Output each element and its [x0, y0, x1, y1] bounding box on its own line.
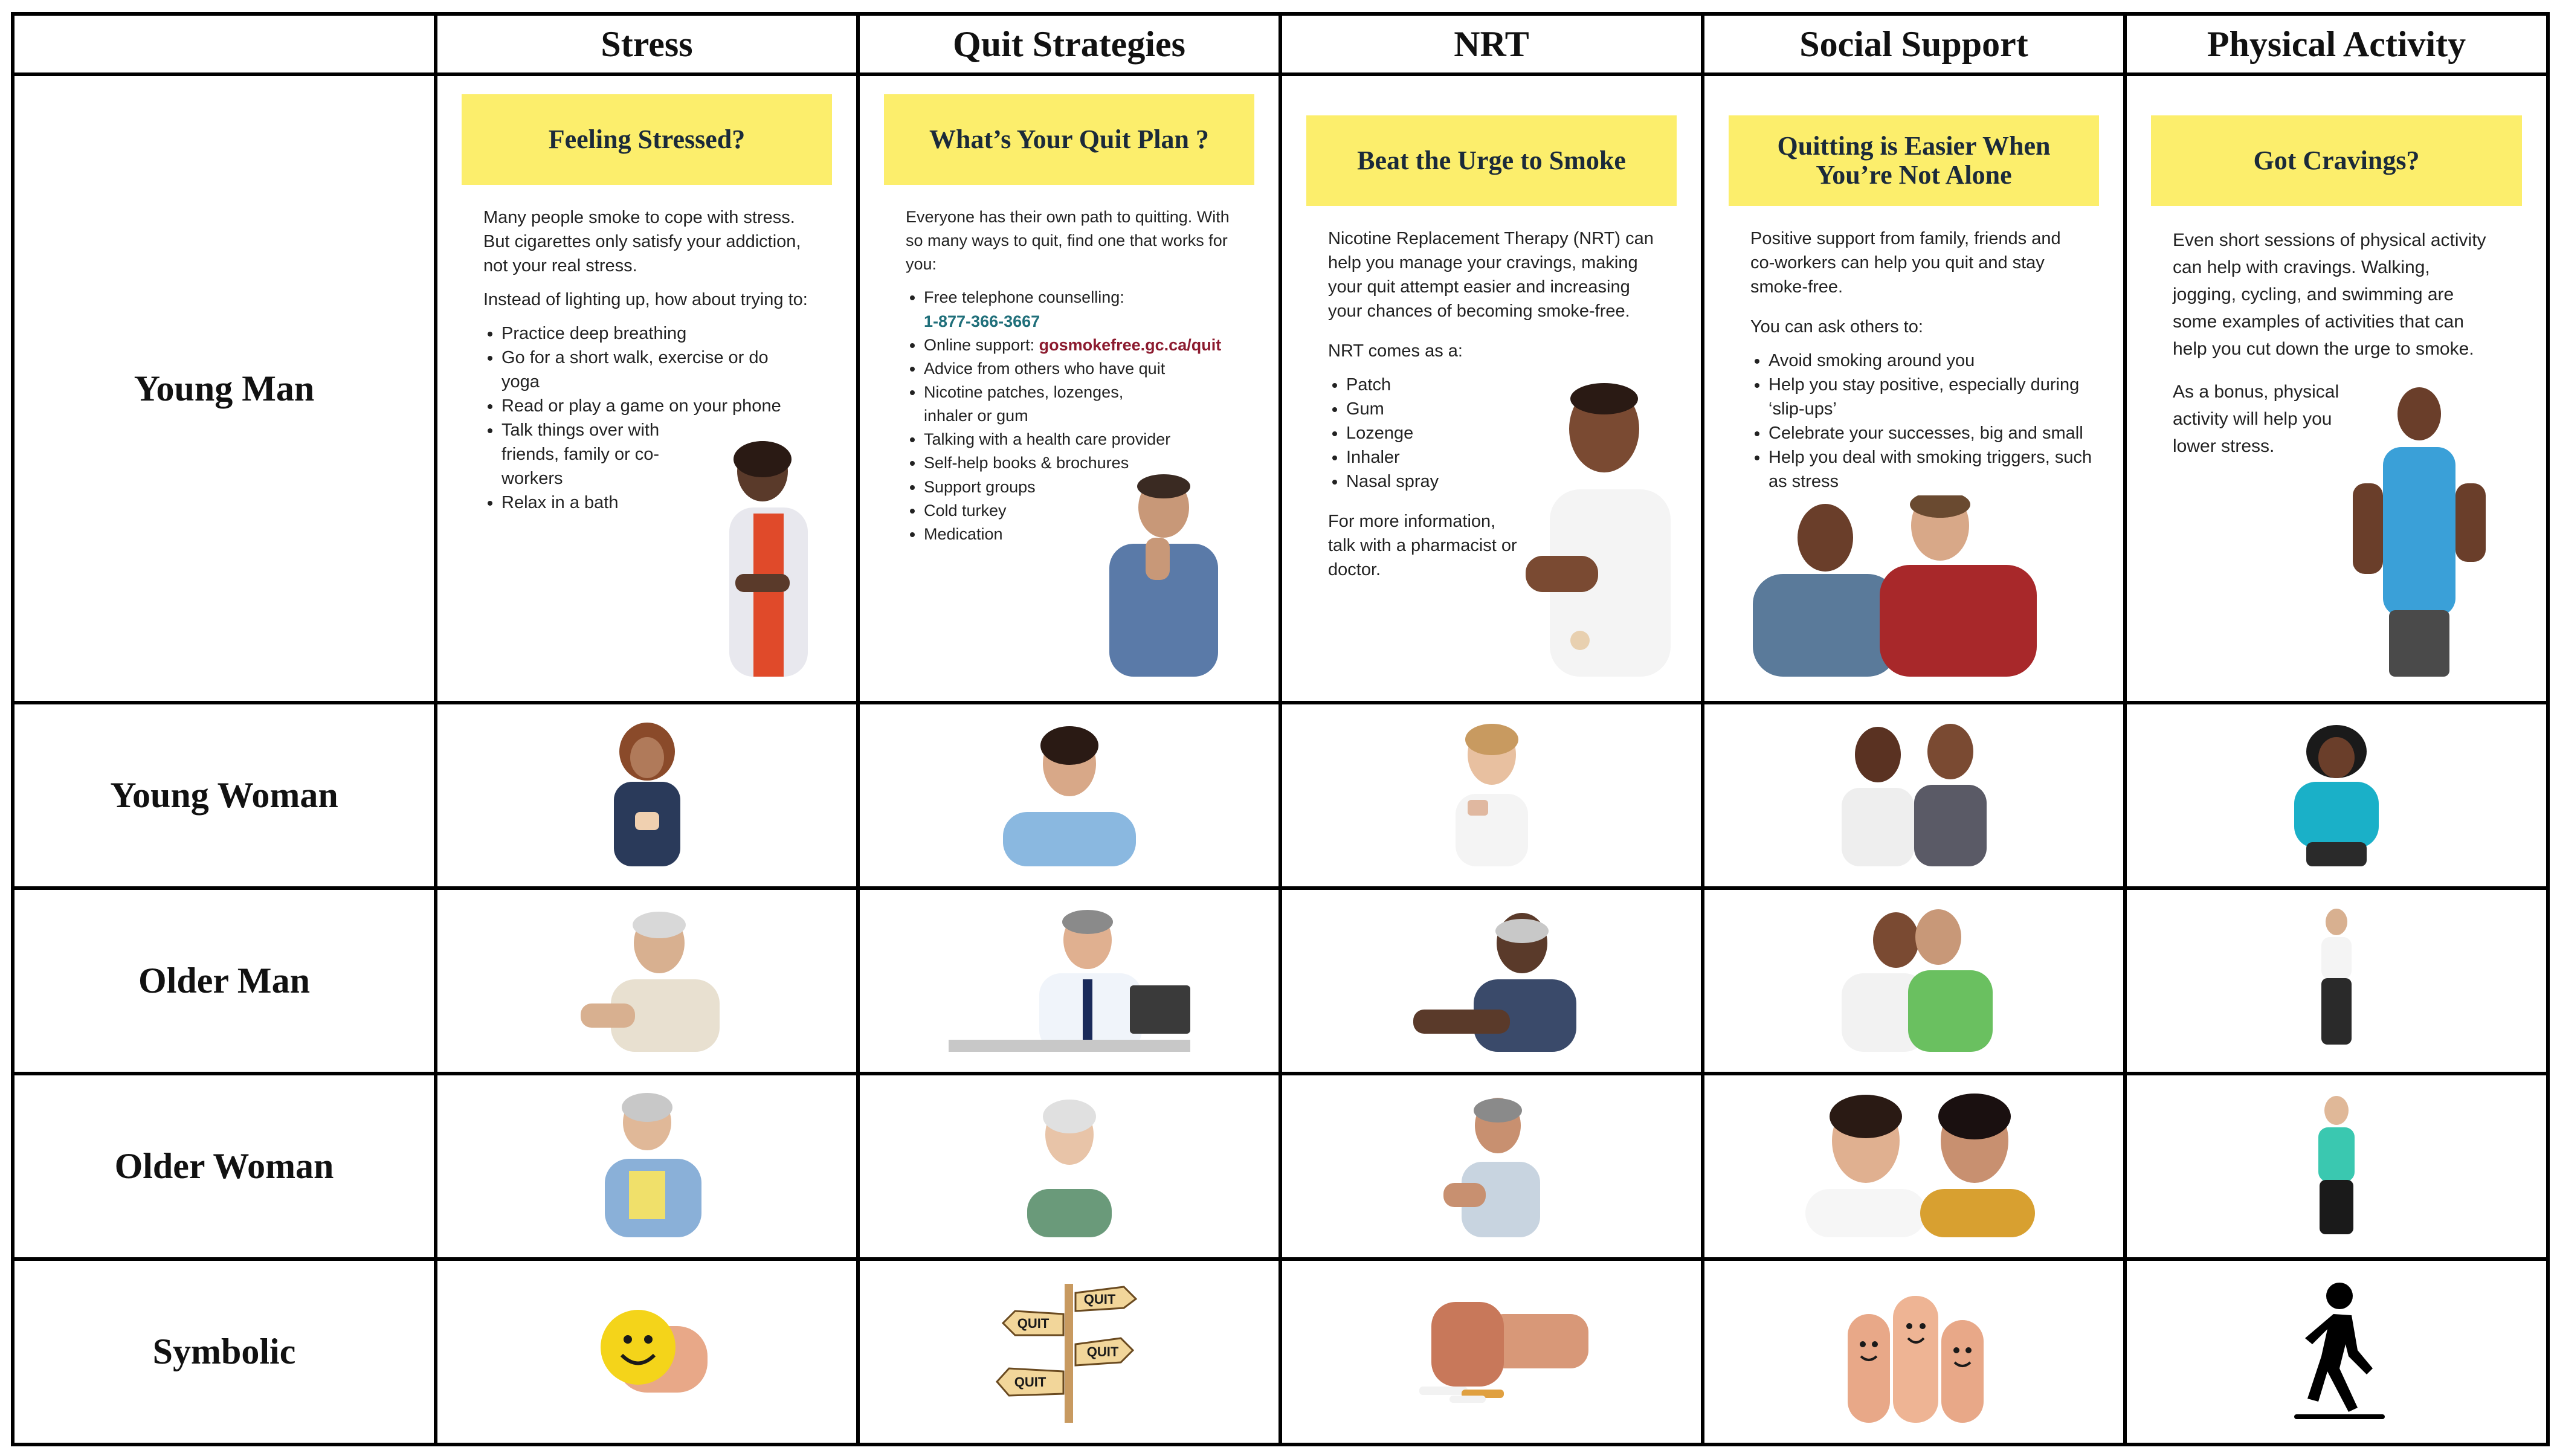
bullet-item: • Relax in a bath	[501, 491, 826, 515]
card-paragraph: Even short sessions of physical activity can help with cravings. Walking, jogging, cycling, and swimming are some examples of activities that can help you cut down the urge to smoke.	[2173, 230, 2486, 359]
photo-young-man-applying-patch	[1514, 375, 1671, 677]
card-title-activity: Got Cravings?	[2151, 115, 2522, 206]
message-card-stress	[462, 94, 832, 683]
column-header-physical-activity: Physical Activity	[2125, 14, 2548, 74]
message-grid-table	[11, 12, 2550, 1446]
photo-older-woman-thinking	[1009, 1092, 1130, 1237]
photo-older-woman-with-patch	[1431, 1092, 1552, 1237]
card-cell-stress	[436, 74, 858, 703]
row-older-man	[13, 888, 2548, 1074]
row-header-older-woman: Older Woman	[13, 1074, 436, 1259]
card-title-social: Quitting is Easier When You’re Not Alone	[1729, 115, 2099, 206]
photo-two-older-women-laughing	[1781, 1092, 2047, 1237]
column-header-social-support: Social Support	[1703, 14, 2125, 74]
photo-cell	[1280, 1074, 1703, 1259]
photo-older-man-at-desk	[949, 907, 1190, 1052]
photo-cell	[858, 1074, 1280, 1259]
bullet-item: • Celebrate your successes, big and small	[1769, 421, 2093, 445]
photo-young-man-with-phone	[663, 435, 820, 677]
card-title-quit: What’s Your Quit Plan ?	[884, 94, 1254, 185]
photo-cell	[858, 703, 1280, 888]
photo-cell	[1703, 888, 2125, 1074]
photo-cell	[1703, 1259, 2125, 1445]
card-title-stress: Feeling Stressed?	[462, 94, 832, 185]
message-card-activity	[2151, 94, 2522, 683]
bullet-item: • Nicotine patches, lozenges, inhaler or gum	[924, 381, 1166, 428]
photo-young-woman-thinking	[985, 721, 1154, 866]
photo-two-young-men-friends	[1729, 495, 2067, 677]
column-header-quit-strategies: Quit Strategies	[858, 14, 1280, 74]
photo-fist-crushing-cigarettes	[1395, 1290, 1588, 1411]
card-paragraph: Instead of lighting up, how about trying to:	[483, 290, 808, 310]
bullet-item: • Go for a short walk, exercise or do yoga	[501, 346, 804, 394]
photo-young-woman-jogging	[2270, 721, 2403, 866]
phone-number: 1-877-366-3667	[924, 312, 1040, 330]
bullet-item: • Patch	[1346, 373, 1671, 397]
photo-older-woman-jogging	[2294, 1092, 2379, 1237]
photo-older-man-with-patch	[1401, 907, 1582, 1052]
photo-older-man-with-phone	[569, 907, 726, 1052]
website-url: gosmokefree.gc.ca/quit	[1039, 335, 1222, 354]
photo-two-older-men-hugging	[1817, 907, 2011, 1052]
photo-young-woman-with-phone	[587, 721, 708, 866]
card-title-nrt: Beat the Urge to Smoke	[1306, 115, 1677, 206]
bullet-item: • Self-help books & brochures	[924, 451, 1248, 475]
bullet-item	[924, 286, 1248, 333]
corner-cell	[13, 14, 436, 74]
header-row	[13, 14, 2548, 74]
sign-text: QUIT	[1014, 1374, 1046, 1390]
photo-cell	[436, 1074, 858, 1259]
column-header-nrt: NRT	[1280, 14, 1703, 74]
photo-smiley-stress-ball	[581, 1290, 714, 1411]
row-header-symbolic: Symbolic	[13, 1259, 436, 1445]
row-young-man	[13, 74, 2548, 703]
sign-text: QUIT	[1017, 1316, 1049, 1331]
card-paragraph: For more information, talk with a pharmacist or doctor.	[1328, 512, 1517, 580]
photo-cell	[2125, 703, 2548, 888]
photo-young-man-thinking	[1085, 471, 1230, 677]
card-paragraph: NRT comes as a:	[1328, 341, 1463, 361]
card-body-social	[1729, 227, 2099, 494]
card-cell-quit-strategies	[858, 74, 1280, 703]
sign-text: QUIT	[1083, 1292, 1115, 1307]
card-paragraph: As a bonus, physical activity will help you lower stress.	[2173, 382, 2339, 456]
message-card-social	[1729, 94, 2099, 683]
bullet-item: • Nasal spray	[1346, 469, 1671, 494]
photo-cell	[2125, 1074, 2548, 1259]
photo-smiling-fingers	[1823, 1278, 2005, 1423]
photo-cell	[1280, 1259, 1703, 1445]
photo-cell	[1703, 1074, 2125, 1259]
card-paragraph: You can ask others to:	[1750, 317, 1923, 337]
photo-older-man-walking	[2300, 907, 2373, 1052]
bullet-text: Online support:	[924, 335, 1039, 354]
row-header-young-woman: Young Woman	[13, 703, 436, 888]
card-cell-social-support	[1703, 74, 2125, 703]
bullet-item: • Talking with a health care provider	[924, 428, 1248, 451]
card-paragraph: Nicotine Replacement Therapy (NRT) can help you manage your cravings, making your quit attempt easier and increasing your chances of becoming smoke-free.	[1328, 229, 1654, 321]
photo-cell	[436, 888, 858, 1074]
message-card-nrt	[1306, 94, 1677, 683]
photo-quit-signpost	[991, 1278, 1148, 1423]
row-header-young-man: Young Man	[13, 74, 436, 703]
message-card-quit	[884, 94, 1254, 683]
bullet-item: • Medication	[924, 523, 1248, 546]
bullet-text: Free telephone counselling:	[924, 288, 1124, 307]
photo-cell	[2125, 1259, 2548, 1445]
bullet-list	[1750, 349, 2093, 494]
bullet-item: • Help you deal with smoking triggers, such as stress	[1769, 445, 2093, 494]
column-header-stress: Stress	[436, 14, 858, 74]
row-header-older-man: Older Man	[13, 888, 436, 1074]
row-young-woman	[13, 703, 2548, 888]
bullet-item: • Inhaler	[1346, 445, 1671, 469]
bullet-item: • Avoid smoking around you	[1769, 349, 2093, 373]
photo-cell	[436, 703, 858, 888]
photo-cell	[2125, 888, 2548, 1074]
walking-figure-icon	[2276, 1278, 2397, 1423]
photo-cell	[858, 888, 1280, 1074]
bullet-item: • Practice deep breathing	[501, 321, 826, 346]
bullet-item: • Gum	[1346, 397, 1671, 421]
photo-young-man-jogging	[2347, 387, 2504, 677]
bullet-item	[924, 333, 1248, 357]
card-paragraph: Positive support from family, friends and co-workers can help you quit and stay smoke-free.	[1750, 229, 2061, 297]
row-symbolic	[13, 1259, 2548, 1445]
bullet-item: • Lozenge	[1346, 421, 1671, 445]
bullet-item: • Read or play a game on your phone	[501, 394, 792, 418]
photo-older-woman-with-phone	[575, 1092, 720, 1237]
photo-cell	[1703, 703, 2125, 888]
card-cell-physical-activity	[2125, 74, 2548, 703]
bullet-item: • Support groups	[924, 475, 1248, 499]
card-paragraph: Many people smoke to cope with stress. But cigarettes only satisfy your addiction, not your real stress.	[483, 208, 801, 276]
card-cell-nrt	[1280, 74, 1703, 703]
bullet-item: • Help you stay positive, especially during ‘slip-ups’	[1769, 373, 2093, 421]
bullet-item: • Advice from others who have quit	[924, 357, 1248, 381]
bullet-item: • Cold turkey	[924, 499, 1248, 523]
photo-two-young-women-friends	[1817, 721, 2011, 866]
photo-cell	[1280, 703, 1703, 888]
row-older-woman	[13, 1074, 2548, 1259]
card-paragraph: Everyone has their own path to quitting. With so many ways to quit, find one that works for you:	[906, 208, 1230, 274]
photo-young-woman-with-patch	[1431, 721, 1552, 866]
photo-cell	[1280, 888, 1703, 1074]
bullet-item: • Talk things over with friends, family or co-workers	[501, 418, 695, 491]
sign-text: QUIT	[1086, 1344, 1118, 1359]
photo-cell	[858, 1259, 1280, 1445]
photo-cell	[436, 1259, 858, 1445]
